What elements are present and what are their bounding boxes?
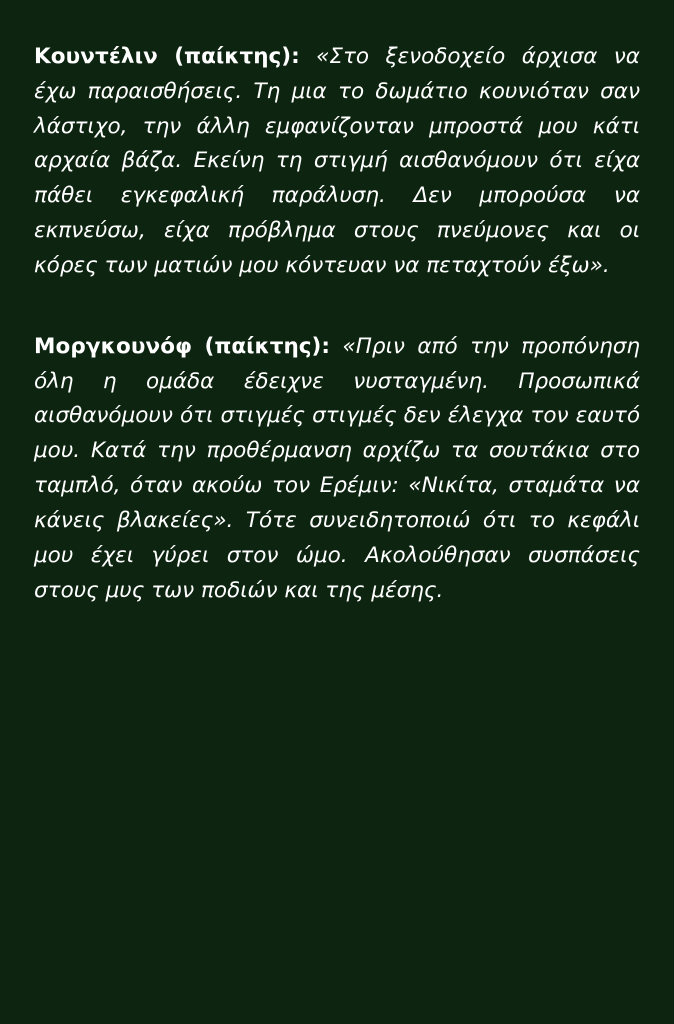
speaker-role-2: (παίκτης): xyxy=(204,333,330,359)
quote-text-2: «Πριν από την προπόνηση όλη η ομάδα έδειχνε νυσταγμένη. Προσωπικά αισθανόμουν ότι στιγμές στιγμές δεν έλεγχα τον εαυτό μου. Κατά την προθέρμανση αρχίζω τα σουτάκια στο ταμπλό, όταν ακούω τον Ερέμιν: «Νικίτα, σταμάτα να κάνεις βλακείες». Τότε συνειδητοποιώ ότι το κεφάλι μου έχει γύρει στον ώμο. Ακολούθησαν συσπάσεις στους μυς των ποδιών και της μέσης. xyxy=(34,333,640,603)
speaker-name-2: Μοργκουνόφ xyxy=(34,333,192,359)
speaker-name-1: Κουντέλιν xyxy=(34,44,158,69)
quote-block-2 xyxy=(34,330,640,609)
quote-block-1 xyxy=(34,40,640,284)
quote-text-1: «Στο ξενοδοχείο άρχισα να έχω παραισθήσεις. Τη μια το δωμάτιο κουνιόταν σαν λάστιχο, την άλλη εμφανίζονταν μπροστά μου κάτι αρχαία βάζα. Εκείνη τη στιγμή αισθανόμουν ότι είχα πάθει εγκεφαλική παράλυση. Δεν μπορούσα να εκπνεύσω, είχα πρόβλημα στους πνεύμονες και οι κόρες των ματιών μου κόντευαν να πεταχτούν έξω». xyxy=(34,44,640,278)
speaker-role-1: (παίκτης): xyxy=(174,44,300,69)
